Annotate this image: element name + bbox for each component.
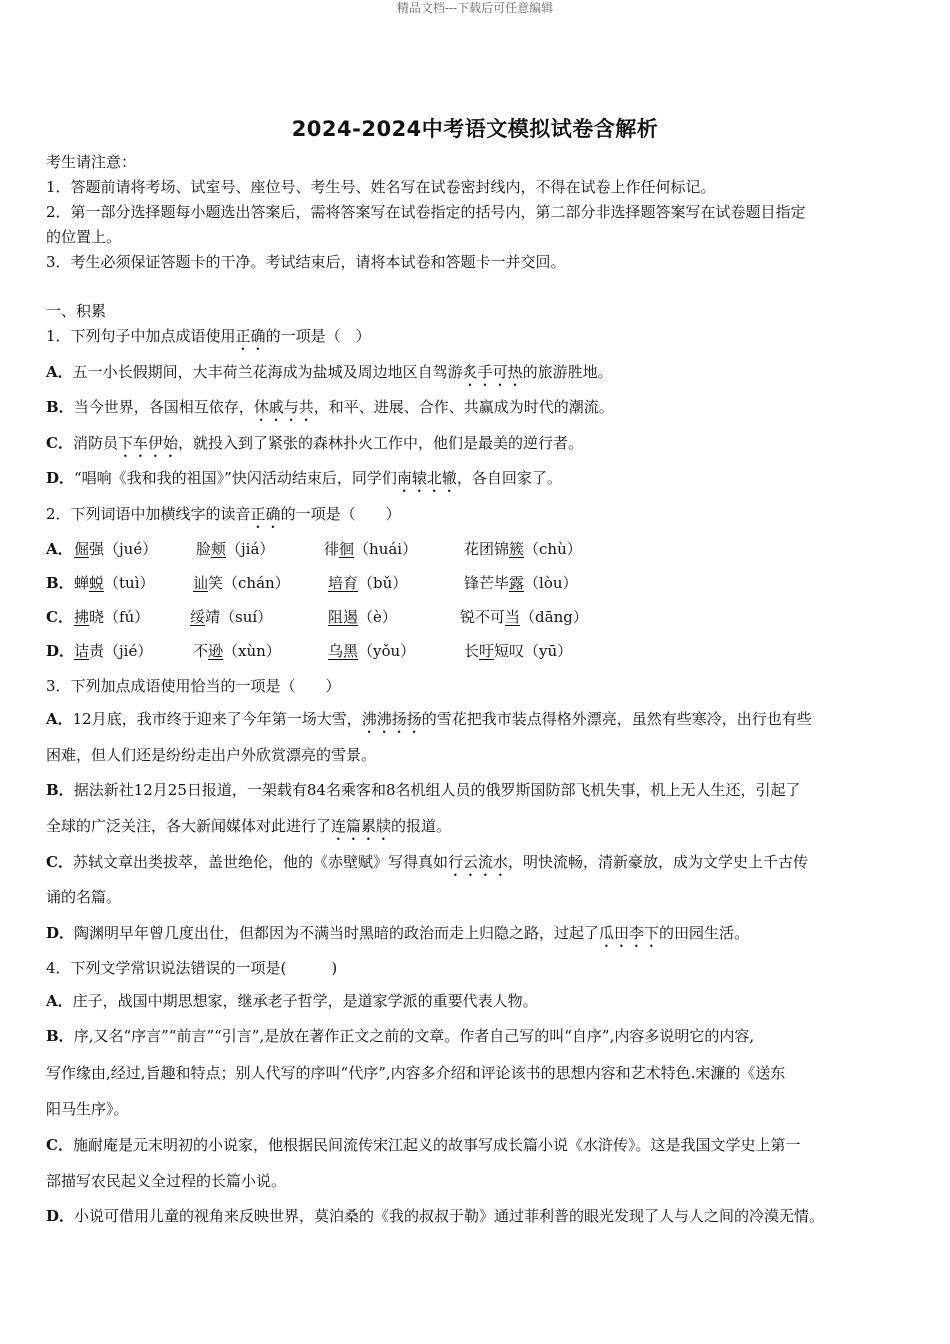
q2-c-word-2 — [190, 606, 272, 628]
word-pinyin: 短叹（yū） — [494, 642, 573, 660]
word-text: 徘 — [324, 540, 340, 558]
option-label: D． — [46, 924, 75, 942]
q2-a-word-3 — [324, 538, 417, 560]
q2-b-word-1 — [74, 572, 155, 594]
option-label: B． — [46, 781, 74, 799]
q2-stem-text: 2．下列词语中加横线字的读音 — [46, 505, 251, 523]
word-pinyin: 晓（fú） — [89, 608, 150, 626]
q1-option-c[interactable] — [46, 432, 583, 461]
underlined-char: 吁 — [479, 642, 495, 660]
underlined-char: 蜕 — [89, 574, 105, 592]
option-text: ，各自回家了。 — [456, 469, 562, 487]
option-text: 的报道。 — [391, 817, 452, 835]
option-label: D． — [46, 642, 75, 660]
underlined-char: 诘 — [74, 642, 90, 660]
idiom-emph: 沸沸扬扬 — [361, 710, 422, 728]
option-label: A． — [46, 363, 73, 381]
idiom-emph: 南辕北辙 — [396, 469, 457, 487]
idiom-emph: 行云流水 — [447, 853, 508, 871]
q2-b-word-2 — [193, 572, 290, 594]
option-label: A． — [46, 992, 73, 1010]
q4-option-b-cont-2: 阳马生序》。 — [46, 1100, 129, 1118]
word-pinyin: （yǒu） — [358, 642, 416, 660]
option-text: “唱响《我和我的祖国》”快闪活动结束后，同学们 — [74, 469, 397, 487]
word-pinyin: （xùn） — [223, 642, 281, 660]
option-text: 12月底，我市终于迎来了今年第一场大雪， — [72, 710, 362, 728]
q3-option-a-cont: 困难，但人们还是纷纷走出户外欣赏漂亮的雪景。 — [46, 746, 377, 764]
word-text: 长 — [464, 642, 480, 660]
option-text: 五一小长假期间，大丰荷兰花海成为盐城及周边地区自驾游 — [72, 363, 463, 381]
word-text: 花团锦 — [464, 540, 510, 558]
q2-b-word-3 — [328, 572, 407, 594]
notice-item-3: 3．考生必须保证答题卡的干净。考试结束后，请将本试卷和答题卡一并交回。 — [46, 253, 566, 271]
q1-option-a[interactable] — [46, 361, 613, 390]
option-label: D． — [46, 469, 75, 487]
q4-option-b[interactable] — [46, 1025, 754, 1047]
underlined-char: 讪 — [193, 574, 209, 592]
underlined-char: 拂 — [74, 608, 90, 626]
option-label: A． — [46, 710, 73, 728]
q2-stem-emph: 正确 — [250, 505, 281, 523]
underlined-char: 绥 — [190, 608, 206, 626]
q3-stem: 3．下列加点成语使用恰当的一项是（ ） — [46, 677, 341, 695]
option-text: 陶渊明早年曾几度出仕，但都因为不满当时黑暗的政治而走上归隐之路，过起了 — [74, 924, 600, 942]
page-watermark: 精品文档---下载后可任意编辑 — [396, 1, 554, 15]
option-label: B． — [46, 574, 74, 592]
word-pinyin: 强（jué） — [89, 540, 158, 558]
word-pinyin: 靖（suí） — [205, 608, 273, 626]
option-text: 消防员 — [72, 434, 118, 452]
q3-option-b[interactable] — [46, 779, 801, 801]
option-text: ，就投入到了紧张的森林扑火工作中，他们是最美的逆行者。 — [177, 434, 583, 452]
idiom-emph: 连篇累牍 — [331, 817, 392, 835]
option-label: C． — [46, 1136, 73, 1154]
underlined-char: 露 — [509, 574, 525, 592]
option-text: 据法新社12月25日报道，一架载有84名乘客和8名机组人员的俄罗斯国防部飞机失事，机上无人生还，引起了 — [73, 781, 801, 799]
option-text: 序,又名“序言”“前言”“引言”,是放在著作正文之前的文章。作者自己写的叫“自序”,内容多说明它的内容, — [73, 1027, 755, 1045]
q4-stem: 4．下列文学常识说法错误的一项是( ) — [46, 959, 338, 977]
word-text: 脸 — [196, 540, 212, 558]
word-pinyin: （dāng） — [520, 608, 588, 626]
underlined-char: 倔 — [74, 540, 90, 558]
word-text: 锐不可 — [460, 608, 506, 626]
option-label: D． — [46, 1207, 75, 1225]
q2-c-word-4 — [460, 606, 588, 628]
underlined-char: 逊 — [208, 642, 224, 660]
q2-stem-paren: 的一项是（ ） — [280, 505, 401, 523]
q2-d-word-2 — [193, 640, 281, 662]
word-text: 不 — [193, 642, 209, 660]
q2-d-word-3 — [328, 640, 415, 662]
idiom-emph: 瓜田李下 — [599, 924, 660, 942]
option-label: B． — [46, 1027, 74, 1045]
option-text: 庄子，战国中期思想家，继承老子哲学，是道家学派的重要代表人物。 — [72, 992, 538, 1010]
q1-option-b[interactable] — [46, 396, 614, 425]
q1-option-d[interactable] — [46, 467, 562, 496]
word-pinyin: （è） — [358, 608, 397, 626]
option-label: C． — [46, 434, 73, 452]
q2-c-word-1 — [74, 606, 149, 628]
word-pinyin: 责（jié） — [89, 642, 153, 660]
option-text: 全球的广泛关注，各大新闻媒体对此进行了 — [46, 817, 332, 835]
word-text: 蝉 — [74, 574, 90, 592]
q2-d-word-4 — [464, 640, 572, 662]
underlined-char: 当 — [505, 608, 521, 626]
option-label: B． — [46, 398, 74, 416]
q3-option-b-cont — [46, 815, 451, 844]
option-text: 当今世界，各国相互依存， — [73, 398, 254, 416]
q2-d-word-1 — [74, 640, 152, 662]
option-text: ，明快流畅，清新豪放，成为文学史上千古传 — [507, 853, 808, 871]
option-text: 小说可借用儿童的视角来反映世界，莫泊桑的《我的叔叔于勒》通过菲利普的眼光发现了人与人之间的冷漠无情。 — [74, 1207, 825, 1225]
underlined-char: 培育 — [328, 574, 359, 592]
underlined-char: 颊 — [211, 540, 227, 558]
notice-heading: 考生请注意： — [46, 153, 137, 171]
underlined-char: 乌黑 — [328, 642, 359, 660]
word-pinyin: （lòu） — [524, 574, 578, 592]
q3-option-c[interactable] — [46, 851, 808, 880]
q2-stem — [46, 503, 401, 532]
q4-option-c[interactable] — [46, 1134, 800, 1156]
idiom-emph: 下车伊始 — [117, 434, 178, 452]
option-label: C． — [46, 853, 73, 871]
page-title: 2024-2024中考语文模拟试卷含解析 — [291, 117, 659, 141]
idiom-emph: 休戚与共 — [253, 398, 314, 416]
q1-stem-paren: 的一项是（ ） — [265, 327, 371, 345]
notice-item-2-cont: 的位置上。 — [46, 228, 122, 246]
option-text: 的旅游胜地。 — [522, 363, 613, 381]
underlined-char: 簇 — [509, 540, 525, 558]
option-text: 施耐庵是元末明初的小说家，他根据民间流传宋江起义的故事写成长篇小说《水浒传》。这是我国文学史上第一 — [72, 1136, 801, 1154]
word-pinyin: 笑（chán） — [208, 574, 290, 592]
word-pinyin: （chù） — [524, 540, 582, 558]
option-label: A． — [46, 540, 73, 558]
word-pinyin: （tuì） — [104, 574, 155, 592]
section-heading: 一、积累 — [46, 302, 107, 320]
q4-option-d[interactable] — [46, 1205, 824, 1227]
idiom-emph: 炙手可热 — [462, 363, 523, 381]
option-text: 苏轼文章出类拔萃，盖世绝伦，他的《赤壁赋》写得真如 — [72, 853, 448, 871]
option-label: C． — [46, 608, 73, 626]
q1-stem-emph: 正确 — [235, 327, 266, 345]
q2-a-word-1 — [74, 538, 157, 560]
q2-a-word-4 — [464, 538, 582, 560]
q4-option-a[interactable] — [46, 990, 538, 1012]
option-text: 的雪花把我市装点得格外漂亮，虽然有些寒冷，出行也有些 — [421, 710, 812, 728]
notice-item-1: 1．答题前请将考场、试室号、座位号、考生号、姓名写在试卷密封线内，不得在试卷上作任何标记。 — [46, 178, 716, 196]
q4-option-c-cont: 部描写农民起义全过程的长篇小说。 — [46, 1172, 287, 1190]
word-pinyin: （bǔ） — [358, 574, 408, 592]
underlined-char: 徊 — [339, 540, 355, 558]
q3-option-c-cont: 诵的名篇。 — [46, 888, 122, 906]
q1-stem — [46, 325, 371, 354]
option-text: 的田园生活。 — [659, 924, 750, 942]
notice-item-2: 2．第一部分选择题每小题选出答案后，需将答案写在试卷指定的括号内，第二部分非选择题答案写在试卷题目指定 — [46, 203, 806, 221]
q2-a-word-2 — [196, 538, 274, 560]
word-pinyin: （huái） — [354, 540, 418, 558]
underlined-char: 阻遏 — [328, 608, 359, 626]
q3-option-a[interactable] — [46, 708, 812, 737]
word-text: 锋芒毕 — [464, 574, 510, 592]
q3-option-d[interactable] — [46, 922, 749, 951]
q2-b-word-4 — [464, 572, 578, 594]
q1-stem-text: 1．下列句子中加点成语使用 — [46, 327, 236, 345]
q4-option-b-cont-1: 写作缘由,经过,旨趣和特点；别人代写的序叫“代序”,内容多介绍和评论该书的思想内容和艺术特色.宋濂的《送东 — [46, 1064, 786, 1082]
word-pinyin: （jiá） — [226, 540, 275, 558]
option-text: ，和平、进展、合作、共赢成为时代的潮流。 — [313, 398, 614, 416]
q2-c-word-3 — [328, 606, 397, 628]
